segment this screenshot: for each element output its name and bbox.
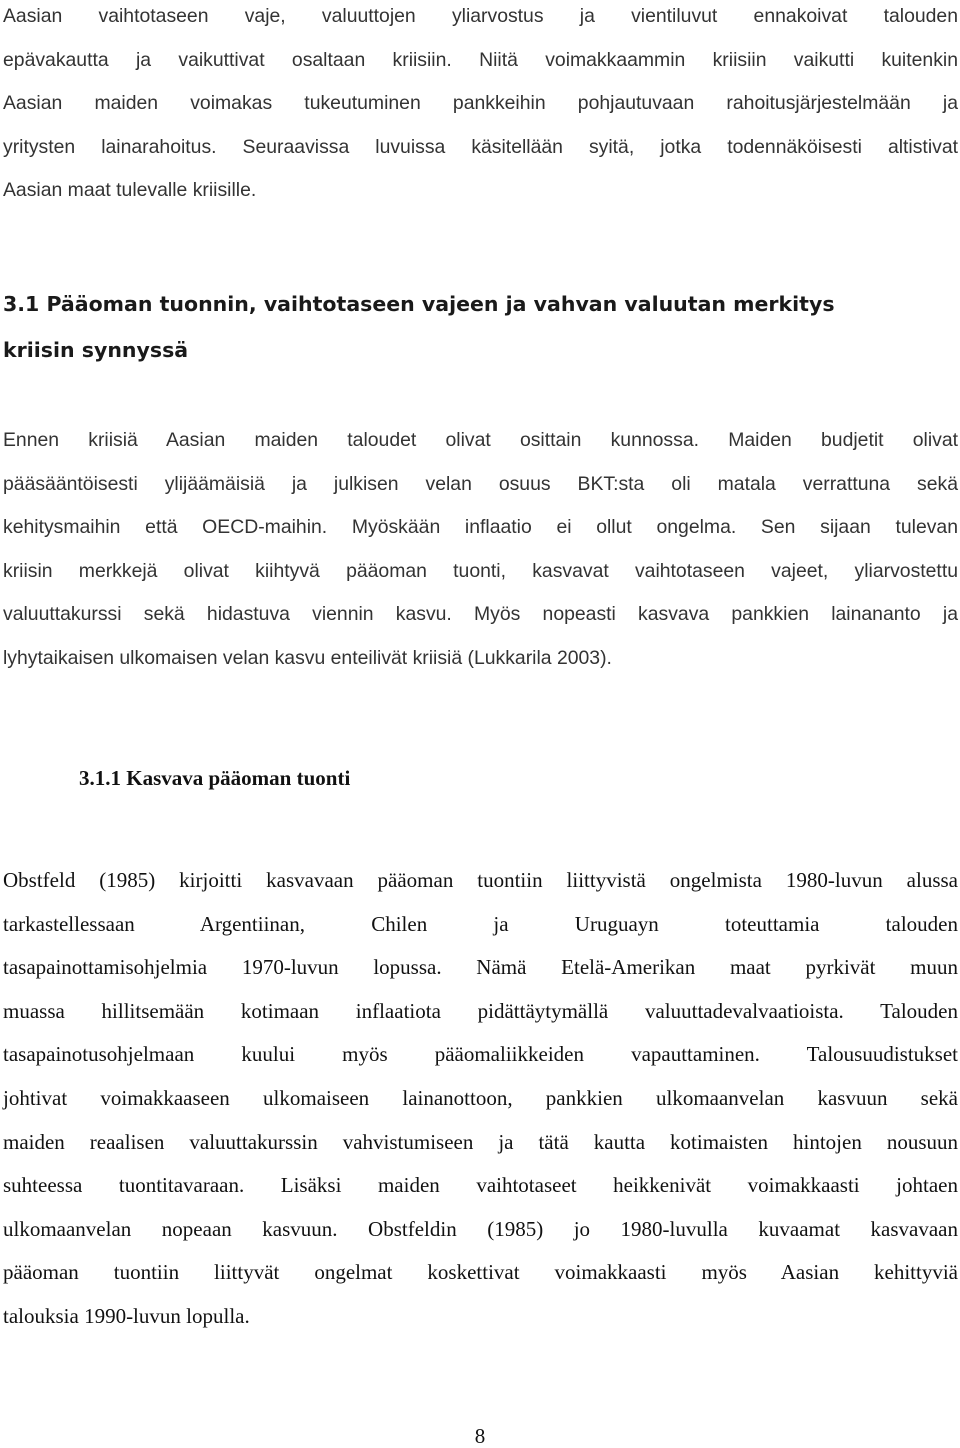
paragraph-line: Aasian vaihtotaseen vaje, valuuttojen yliarvostus ja vientiluvut ennakoivat talouden bbox=[3, 5, 958, 27]
paragraph-line: Aasian maat tulevalle kriisille. bbox=[3, 179, 257, 202]
paragraph-line: Obstfeld (1985) kirjoitti kasvavaan pääoman tuontiin liittyvistä ongelmista 1980-luvun alussa bbox=[3, 868, 958, 892]
paragraph-line: epävakautta ja vaikuttivat osaltaan kriisiin. Niitä voimakkaammin kriisiin vaikutti kuitenkin bbox=[3, 48, 958, 71]
heading-line: 3.1 Pääoman tuonnin, vaihtotaseen vajeen ja vahvan valuutan merkitys bbox=[3, 292, 835, 316]
intro-paragraph bbox=[3, 0, 958, 213]
paragraph-line: valuuttakurssi sekä hidastuva viennin kasvu. Myös nopeasti kasvava pankkien lainananto ja bbox=[3, 603, 958, 626]
paragraph-line: muassa hillitsemään kotimaan inflaatiota pidättäytymällä valuuttadevalvaatioista. Talouden bbox=[3, 998, 958, 1023]
paragraph-line: kriisin merkkejä olivat kiihtyvä pääoman tuonti, kasvavat vaihtotaseen vajeet, yliarvostettu bbox=[3, 559, 958, 582]
section-heading bbox=[3, 281, 958, 373]
paragraph-line: tasapainottamisohjelmia 1970-luvun lopussa. Nämä Etelä-Amerikan maat pyrkivät muun bbox=[3, 955, 958, 980]
subsection-paragraph bbox=[3, 859, 958, 1339]
heading-line: kriisin synnyssä bbox=[3, 338, 189, 362]
section-paragraph bbox=[3, 419, 958, 681]
paragraph-line: talouksia 1990-luvun lopulla. bbox=[3, 1303, 250, 1328]
paragraph-line: yritysten lainarahoitus. Seuraavissa luvuissa käsitellään syitä, jotka todennäköisesti altistivat bbox=[3, 135, 958, 158]
page-number: 8 bbox=[474, 1424, 486, 1448]
paragraph-line: maiden reaalisen valuuttakurssin vahvistumiseen ja tätä kautta kotimaisten hintojen nousuun bbox=[3, 1129, 958, 1154]
paragraph-line: ulkomaanvelan nopeaan kasvuun. Obstfeldin (1985) jo 1980-luvulla kuvaamat kasvavaan bbox=[3, 1216, 958, 1241]
paragraph-line: lyhytaikaisen ulkomaisen velan kasvu enteilivät kriisiä (Lukkarila 2003). bbox=[3, 646, 612, 669]
paragraph-line: Ennen kriisiä Aasian maiden taloudet olivat osittain kunnossa. Maiden budjetit olivat bbox=[3, 429, 958, 451]
paragraph-line: Aasian maiden voimakas tukeutuminen pankkeihin pohjautuvaan rahoitusjärjestelmään ja bbox=[3, 92, 958, 115]
paragraph-line: suhteessa tuontitavaraan. Lisäksi maiden vaihtotaseet heikkenivät voimakkaasti johtaen bbox=[3, 1173, 958, 1198]
paragraph-line: johtivat voimakkaaseen ulkomaiseen lainanottoon, pankkien ulkomaanvelan kasvuun sekä bbox=[3, 1085, 958, 1110]
paragraph-line: tarkastellessaan Argentiinan, Chilen ja Uruguayn toteuttamia talouden bbox=[3, 911, 958, 936]
paragraph-line: tasapainotusohjelmaan kuului myös pääomaliikkeiden vapauttaminen. Talousuudistukset bbox=[3, 1042, 958, 1067]
subsection-heading: 3.1.1 Kasvava pääoman tuonti bbox=[79, 766, 351, 790]
paragraph-line: kehitysmaihin että OECD-maihin. Myöskään inflaatio ei ollut ongelma. Sen sijaan tulevan bbox=[3, 516, 958, 539]
paragraph-line: pääsääntöisesti ylijäämäisiä ja julkisen velan osuus BKT:sta oli matala verrattuna sekä bbox=[3, 472, 958, 495]
paragraph-line: pääoman tuontiin liittyvät ongelmat koskettivat voimakkaasti myös Aasian kehittyviä bbox=[3, 1260, 958, 1285]
